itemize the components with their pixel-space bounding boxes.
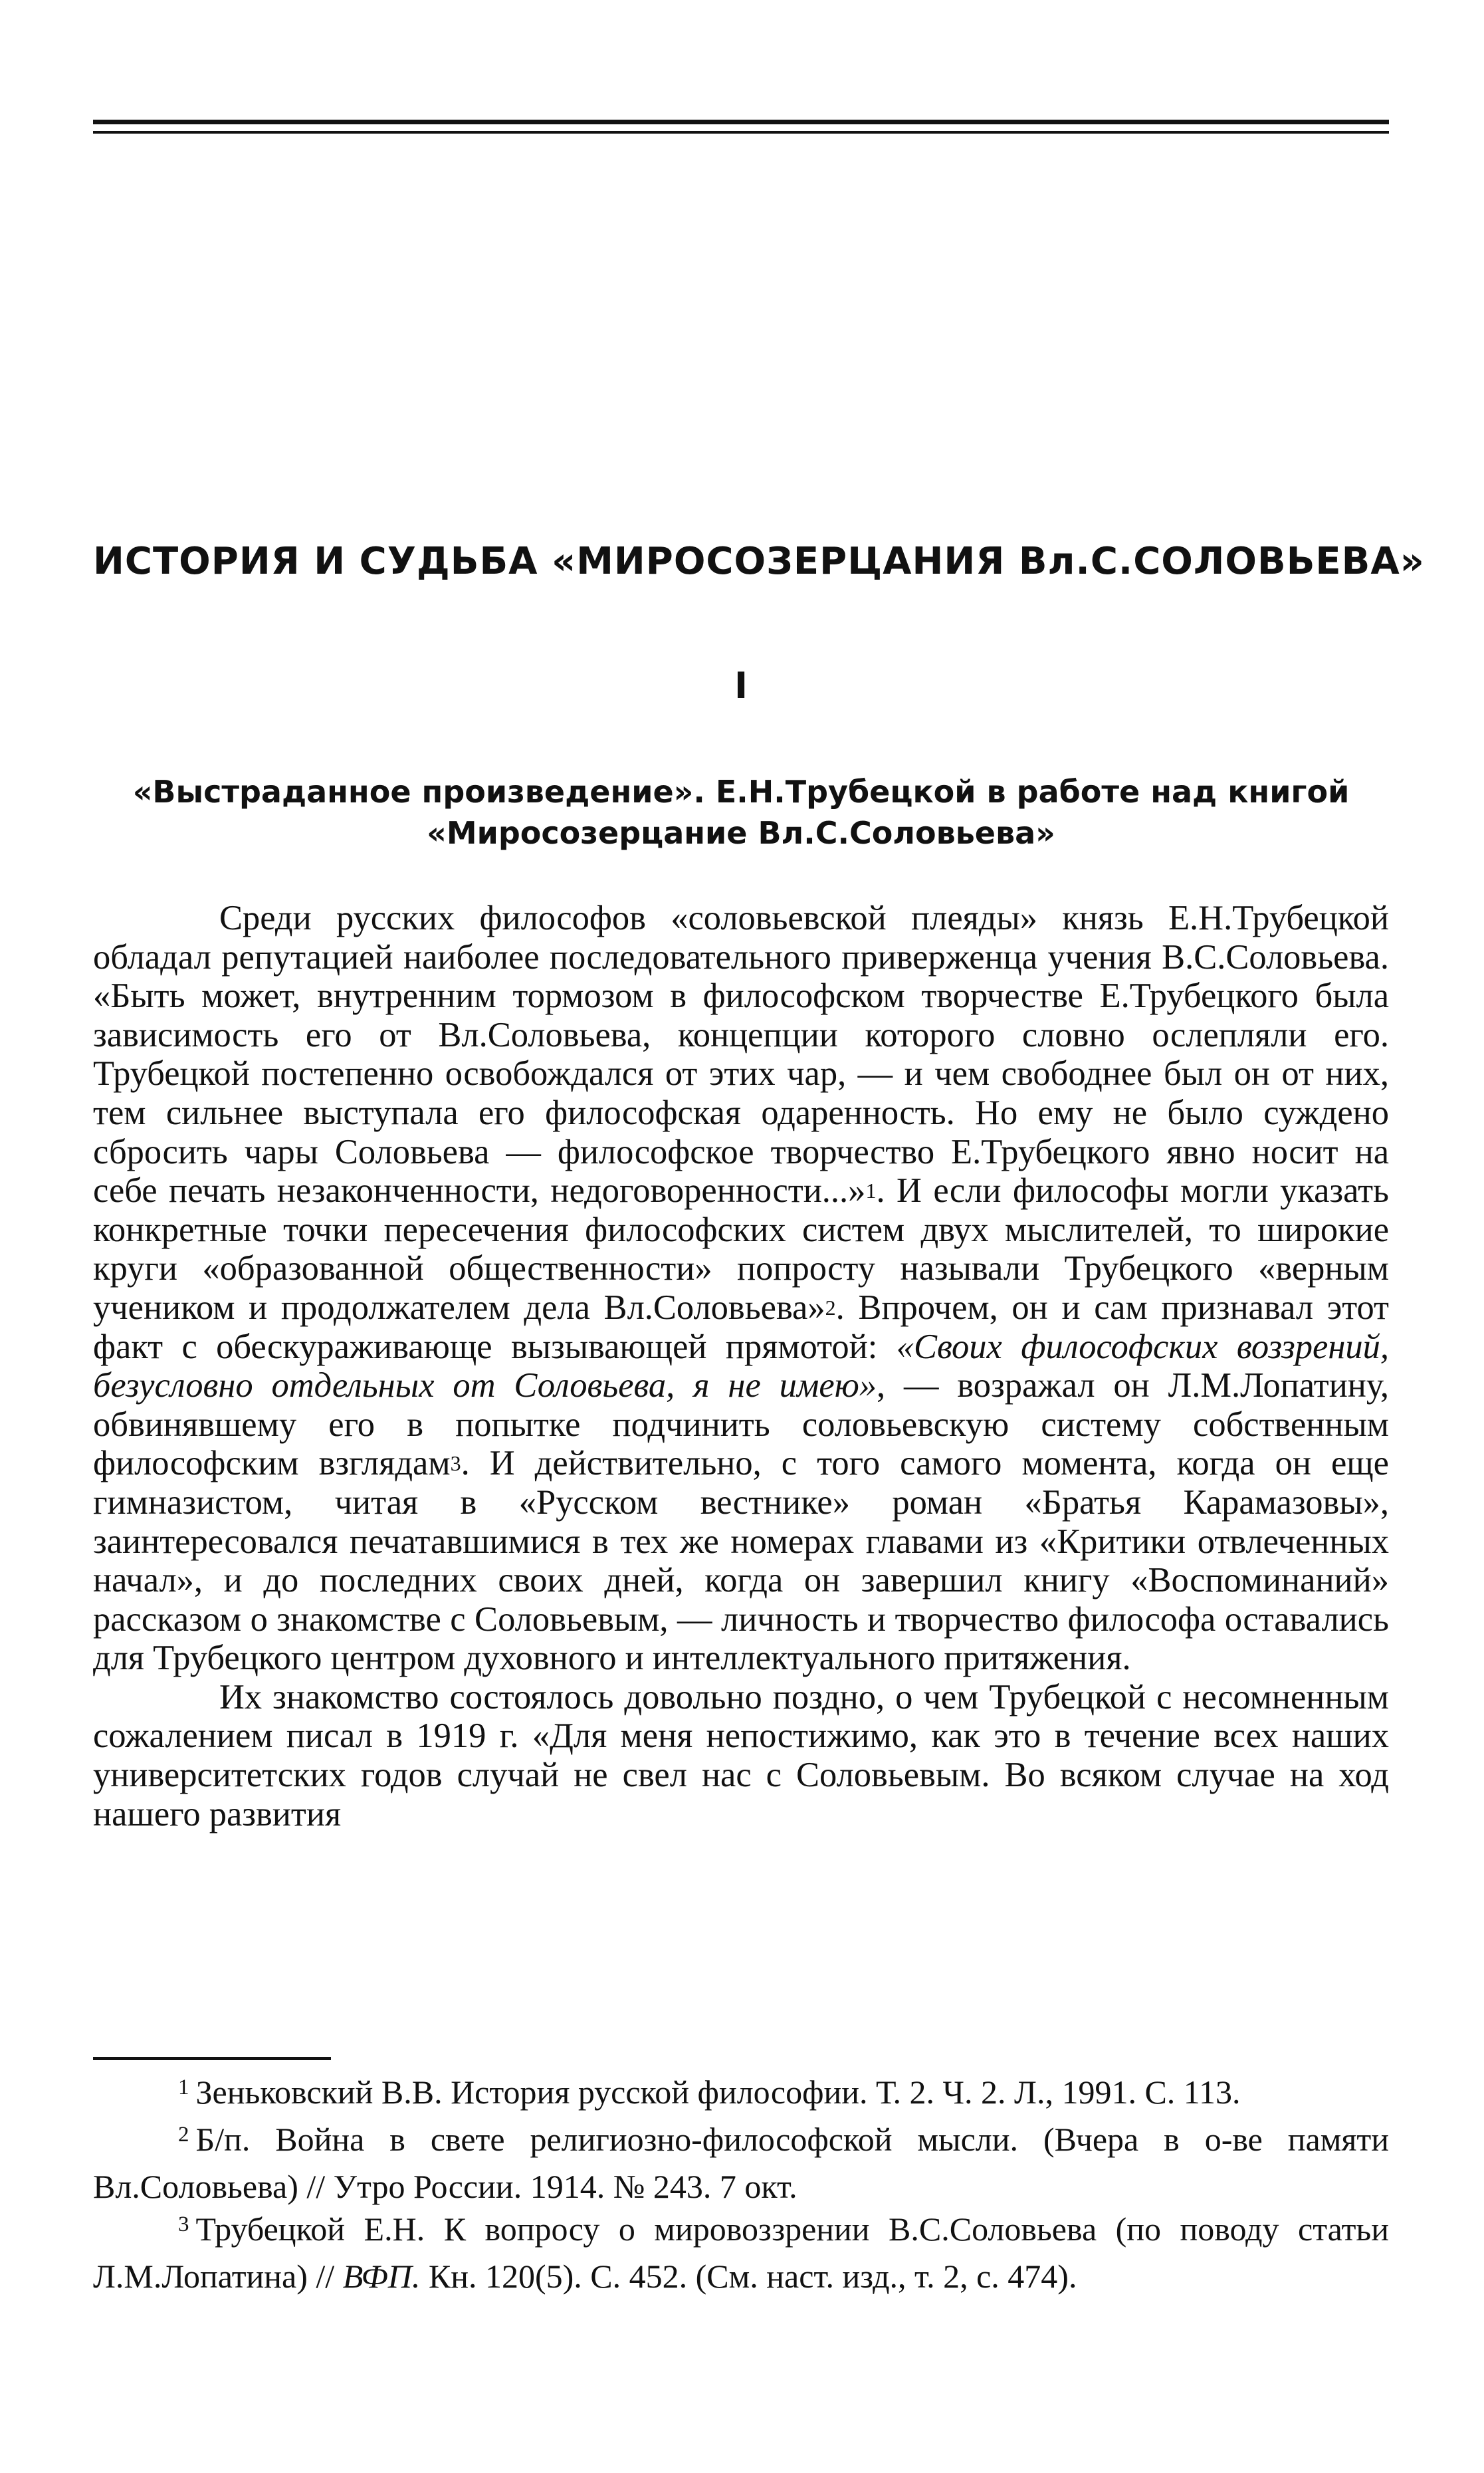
paragraph-1-text-d: , — возражал он Л.М.Лопатину, обвинявшему его в попытке подчинить соловьевскую систему собственным философским взглядам [93, 1366, 1390, 1483]
paragraph-1-text-e: . И действительно, с того самого момента, когда он еще гимназистом, читая в «Русском вестнике» роман «Братья Карамазовы», заинтересовался печатавшимися в тех же номерах главами из «Критики отвлеченных начал», и до последних своих дней, когда он завершил книгу «Воспоминаний» рассказом о знакомстве с Соловьевым, — личность и творчество философа оставались для Трубецкого центром духовного и интеллектуального притяжения. [93, 1444, 1389, 1678]
footnote-2 [93, 2118, 1389, 2208]
subtitle-line-2: «Миросозерцание Вл.С.Соловьева» [427, 815, 1055, 851]
chapter-title: ИСТОРИЯ И СУДЬБА «МИРОСОЗЕРЦАНИЯ Вл.С.СОЛОВЬЕВА» [93, 540, 1425, 583]
italic-quote: «Своих философских воззрений, безусловно отдельных от Соловьева, я не имею» [93, 1327, 1389, 1405]
footnote-1-number: 1 [178, 2075, 189, 2099]
paragraph-1 [93, 899, 1389, 1678]
footnote-3-number: 3 [178, 2212, 189, 2236]
footnote-ref-1: 1 [865, 1179, 877, 1203]
section-subtitle [93, 771, 1389, 854]
footnote-3-text-a: Трубецкой Е.Н. К вопросу о мировоззрении В.С.Соловьева (по поводу статьи Л.М.Лопатина) // [93, 2210, 1389, 2295]
footnote-rule [93, 2057, 331, 2060]
footnote-3 [93, 2208, 1389, 2297]
subtitle-line-1: «Выстраданное произведение». Е.Н.Трубецкой в работе над книгой [132, 774, 1350, 810]
body-text [93, 899, 1389, 1833]
footnote-3-italic: ВФП. [342, 2258, 421, 2295]
footnote-2-text: Б/п. Война в свете религиозно-философской мысли. (Вчера в о-ве памяти Вл.Соловьева) // Утро России. 1914. № 243. 7 окт. [93, 2121, 1389, 2205]
footnote-ref-2: 2 [825, 1295, 836, 1320]
paragraph-1-text-a: Среди русских философов «соловьевской плеяды» князь Е.Н.Трубецкой обладал репутацией наиболее последовательного приверженца учения В.С.Соловьева. «Быть может, внутренним тормозом в философском творчестве Е.Трубецкого была зависимость его от Вл.Соловьева, концепции которого словно ослепляли его. Трубецкой постепенно освобождался от этих чар, — и чем свободнее был он от них, тем сильнее выступала его философская одаренность. Но ему не было суждено сбросить чары Соловьева — философское творчество Е.Трубецкого явно носит на себе печать незаконченности, недоговоренности...» [93, 899, 1389, 1211]
top-rule-thin [93, 131, 1389, 134]
paragraph-1-text-b: . И если философы могли указать конкретные точки пересечения философских систем двух мыслителей, то широкие круги «образованной общественности» попросту называли Трубецкого «верным учеником и продолжателем дела Вл.Соловьева» [93, 1171, 1389, 1327]
footnotes [93, 2071, 1389, 2297]
footnote-2-number: 2 [178, 2123, 189, 2147]
section-number: I [734, 665, 748, 707]
top-rule-thick [93, 120, 1389, 124]
footnote-1 [93, 2071, 1389, 2118]
footnote-ref-3: 3 [450, 1451, 461, 1476]
footnote-3-text-b: Кн. 120(5). С. 452. (См. наст. изд., т. 2, с. 474). [420, 2258, 1077, 2295]
footnote-1-text: Зеньковский В.В. История русской философии. Т. 2. Ч. 2. Л., 1991. С. 113. [195, 2073, 1241, 2111]
paragraph-1-text-c: . Впрочем, он и сам признавал этот факт с обескураживающе вызывающей прямотой: [93, 1288, 1389, 1366]
paragraph-2: Их знакомство состоялось довольно поздно, о чем Трубецкой с несомненным сожалением писал в 1919 г. «Для меня непостижимо, как это в течение всех наших университетских годов случай не свел нас с Соловьевым. Во всяком случае на ход нашего развития [93, 1677, 1389, 1833]
